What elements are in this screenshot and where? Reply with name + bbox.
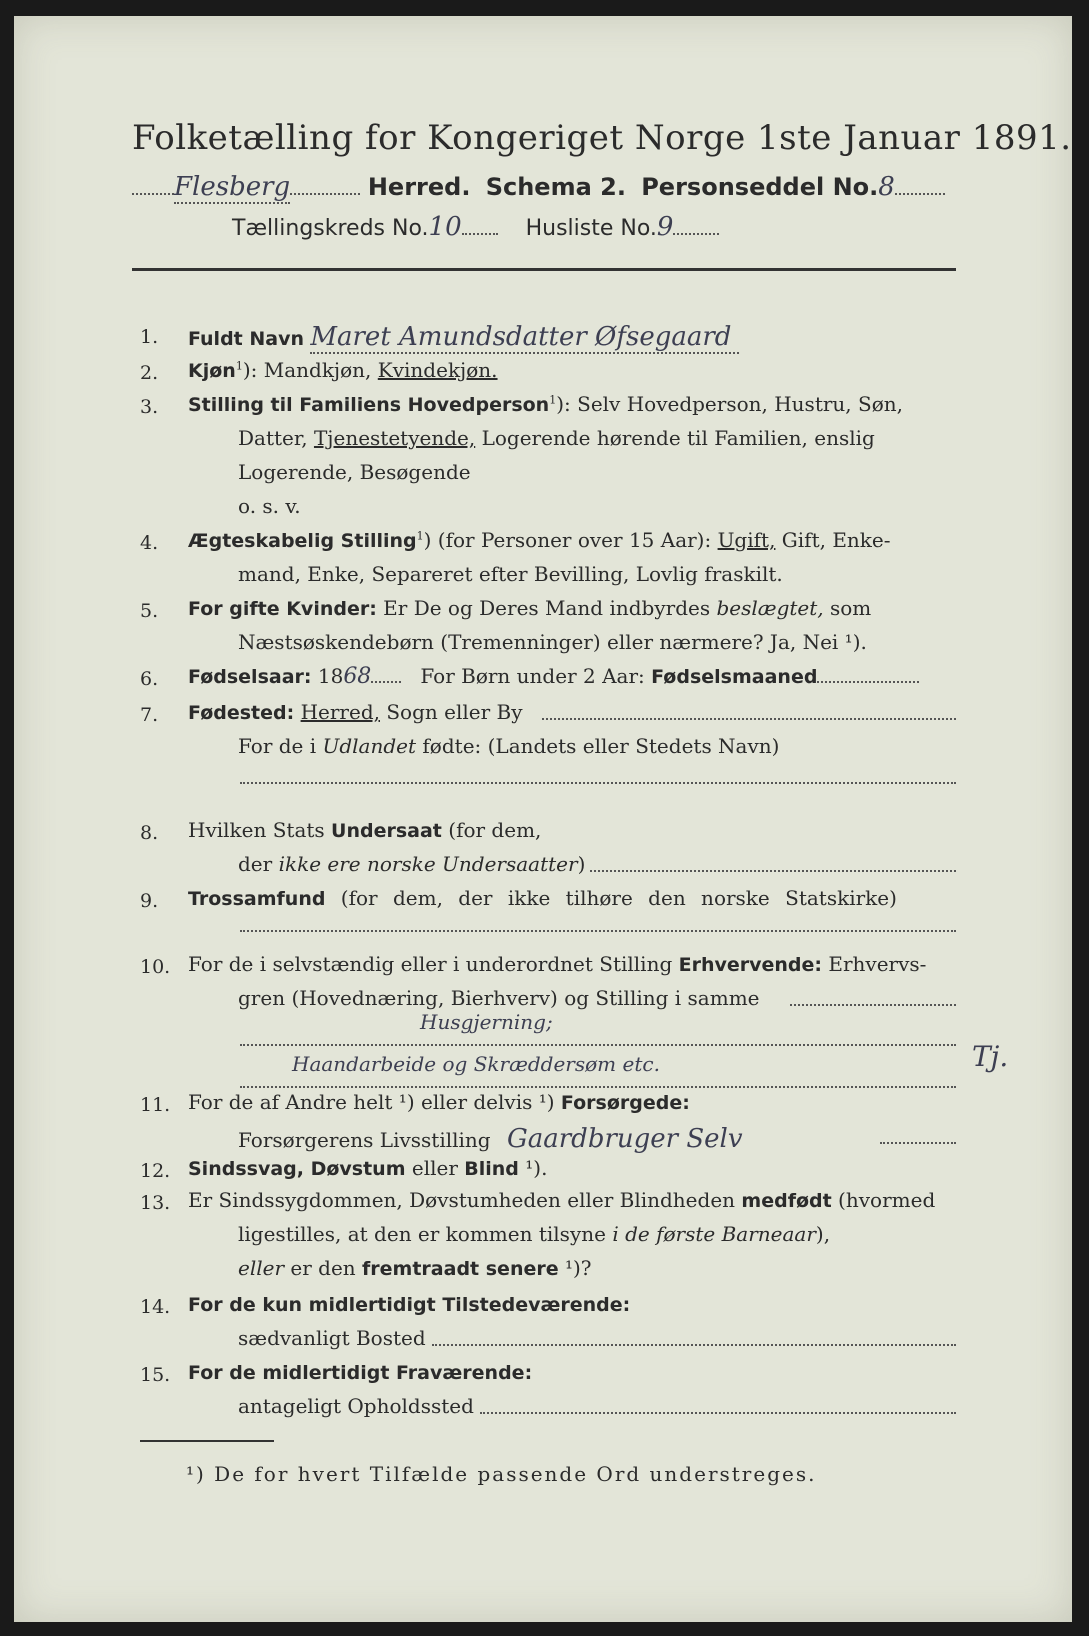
q8-line1 <box>188 818 541 842</box>
q10-line2: gren (Hovednæring, Bierhverv) og Stilling i samme <box>238 986 760 1010</box>
q8-label: Undersaat <box>331 820 442 842</box>
q14-number: 14. <box>140 1296 171 1318</box>
q10-fill-line <box>790 1004 956 1006</box>
q13-label: medfødt <box>741 1190 832 1212</box>
q4-post: Gift, Enke- <box>775 528 891 552</box>
q5-label: gifte Kvinder: <box>229 598 377 620</box>
q10-pre: For de i selvstændig eller i underordnet Stilling <box>188 952 679 976</box>
q8-number: 8. <box>140 822 159 844</box>
q13-line2-pre: ligestilles, at den er kommen tilsyne <box>238 1222 613 1246</box>
q11-line1 <box>188 1090 690 1114</box>
q10-number: 10. <box>140 956 171 978</box>
q4-label: Ægteskabelig Stilling <box>188 530 417 552</box>
q2-label: Kjøn <box>188 360 236 382</box>
q8-italic: ikke ere norske Undersaatter <box>278 852 578 876</box>
q13-number: 13. <box>140 1192 171 1214</box>
q7-number: 7. <box>140 704 159 726</box>
q6-number: 6. <box>140 668 159 690</box>
schema-label: Schema 2. <box>485 173 626 201</box>
q6-year-value: 68 <box>343 664 372 689</box>
q12-line <box>188 1156 547 1180</box>
q7-italic: Udlandet <box>322 734 417 758</box>
q3-line2 <box>238 426 875 450</box>
q13-line2 <box>238 1222 830 1246</box>
q10-text: Erhvervs- <box>822 952 927 976</box>
q12-text: eller <box>405 1156 465 1180</box>
q7-line2 <box>238 734 779 758</box>
kreds-line <box>232 212 719 242</box>
q3-line2-pre: Datter, <box>238 426 314 450</box>
q7-fill-line <box>542 718 956 720</box>
q13-pre: Er Sindssygdommen, Døvstumheden eller Blindheden <box>188 1188 742 1212</box>
q14-line1 <box>188 1292 630 1316</box>
header-divider <box>132 268 956 271</box>
q1-answer: Maret Amundsdatter Øfsegaard <box>310 322 739 354</box>
q3-line3: Logerende, Besøgende <box>238 460 471 484</box>
kreds-label: Tællingskreds No. <box>232 216 429 241</box>
q9-text: (for dem, der ikke tilhøre den norske Statskirke) <box>325 886 897 910</box>
footnote-rule <box>140 1440 274 1442</box>
q5-line1 <box>188 596 871 620</box>
q15-line1 <box>188 1360 532 1384</box>
footnote: ¹) De for hvert Tilfælde passende Ord understreges. <box>186 1462 817 1486</box>
q6-label2: Fødselsmaaned <box>651 666 818 688</box>
q11-number: 11. <box>140 1094 171 1116</box>
q11-line2 <box>238 1124 743 1154</box>
q13-line3-pre: er den <box>284 1256 363 1280</box>
q3-line4: o. s. v. <box>238 494 301 518</box>
q3-underlined: Tjenestetyende, <box>313 426 476 450</box>
q7-label: Fødested: <box>188 702 295 724</box>
q5-number: 5. <box>140 600 159 622</box>
q3-line2-post: Logerende hørende til Familien, enslig <box>475 426 875 450</box>
q14-line2: sædvanligt Bosted <box>238 1326 426 1350</box>
q3-line1 <box>188 392 918 416</box>
q7-line1 <box>188 700 523 724</box>
q10-label: Erhvervende: <box>678 954 823 976</box>
page-title: Folketælling for Kongeriget Norge 1ste Januar 1891. <box>132 118 1072 158</box>
q5-line2: Næstsøskendebørn (Tremenninger) eller nærmere? Ja, Nei ¹). <box>238 630 867 654</box>
q15-pre: For de <box>188 1362 263 1384</box>
q10-margin-mark: Tj. <box>972 1040 1009 1073</box>
q12-label: Sindssvag, Døvstum <box>188 1158 406 1180</box>
q13-line3-post: ¹)? <box>558 1256 592 1280</box>
q12-label2: Blind <box>464 1158 519 1180</box>
personseddel-label: Personseddel No. <box>641 173 879 201</box>
husliste-label: Husliste No. <box>525 216 657 241</box>
q14-pre: For de kun <box>188 1294 309 1316</box>
herred-value: Flesberg <box>174 172 291 202</box>
herred-label: Herred. <box>367 173 471 201</box>
q11-label: Forsørgede: <box>560 1092 690 1114</box>
q5-text: Er De og Deres Mand indbyrdes <box>376 596 717 620</box>
q4-underlined: Ugift, <box>717 528 776 552</box>
q10-line1 <box>188 952 926 976</box>
herred-line <box>132 172 945 202</box>
q8-line2-post: ) <box>577 852 586 876</box>
q8-line2-pre: der <box>238 852 279 876</box>
q12-post: ¹). <box>518 1156 548 1180</box>
q2-sup: 1 <box>235 359 243 373</box>
q15-fill-line <box>480 1412 956 1414</box>
q7-line2-pre: For de i <box>238 734 323 758</box>
q6-label: Fødselsaar: <box>188 666 312 688</box>
q4-line1 <box>188 528 891 552</box>
q13-text: (hvormed <box>831 1188 936 1212</box>
q8-text: (for dem, <box>441 818 542 842</box>
q4-number: 4. <box>140 532 159 554</box>
q4-text: ) (for Personer over 15 Aar): <box>423 528 718 552</box>
q3-label: Stilling til Familiens Hovedperson <box>188 394 550 416</box>
q3-text: ): Selv Hovedperson, Hustru, Søn, <box>556 392 903 416</box>
q9-fill-line <box>240 930 956 932</box>
q7-underlined: Herred, <box>300 700 380 724</box>
q10-answer1: Husgjerning; <box>420 1010 553 1034</box>
personseddel-value: 8 <box>878 172 895 202</box>
q2-number: 2. <box>140 362 159 384</box>
q7-text: Sogn eller By <box>380 700 523 724</box>
kreds-value: 10 <box>428 212 462 242</box>
q5-pre: For <box>188 598 230 620</box>
q7-line2-post: fødte: (Landets eller Stedets Navn) <box>416 734 780 758</box>
q13-line3 <box>238 1256 592 1280</box>
q11-line2-text: Forsørgerens Livsstilling <box>238 1128 491 1152</box>
q13-line3-bold: fremtraadt senere <box>362 1258 559 1280</box>
q8-line2 <box>238 852 585 876</box>
q3-number: 3. <box>140 396 159 418</box>
q15-number: 15. <box>140 1364 171 1386</box>
q2-text: ): Mandkjøn, <box>242 358 378 382</box>
husliste-value: 9 <box>656 212 674 242</box>
q2-line <box>188 358 498 382</box>
q5-post: som <box>823 596 872 620</box>
q5-italic: beslægtet, <box>716 596 824 620</box>
q14-fill-line <box>432 1344 956 1346</box>
q3-sup: 1 <box>549 393 557 407</box>
q13-line2-post: ), <box>815 1222 831 1246</box>
q7-fill-line2 <box>240 782 956 784</box>
q11-pre: For de af Andre helt ¹) eller delvis ¹) <box>188 1090 561 1114</box>
q6-text: For Børn under 2 Aar: <box>420 664 652 688</box>
q2-underlined: Kvindekjøn. <box>377 358 498 382</box>
q6-line <box>188 664 919 689</box>
q8-pre: Hvilken Stats <box>188 818 332 842</box>
q13-line1 <box>188 1188 935 1212</box>
q13-line3-italic: eller <box>238 1256 285 1280</box>
q6-year-prefix: 18 <box>311 664 344 688</box>
q1-label: Fuldt Navn <box>188 328 305 350</box>
q1-line <box>188 322 739 352</box>
q14-label: midlertidigt Tilstedeværende: <box>308 1294 631 1316</box>
q13-italic: i de første Barneaar <box>612 1222 816 1246</box>
q8-fill-line <box>590 870 956 872</box>
q9-line <box>188 886 958 910</box>
q4-line2: mand, Enke, Separeret efter Bevilling, Lovlig fraskilt. <box>238 562 783 586</box>
q15-line2: antageligt Opholdssted <box>238 1394 474 1418</box>
q9-number: 9. <box>140 890 159 912</box>
q15-label: midlertidigt Fraværende: <box>262 1362 533 1384</box>
q1-number: 1. <box>140 326 159 348</box>
q9-label: Trossamfund <box>188 888 326 910</box>
q4-sup: 1 <box>416 529 424 543</box>
q10-answer-line1 <box>240 1044 956 1046</box>
q10-answer-line2 <box>240 1086 956 1088</box>
q11-fill-line <box>880 1142 956 1144</box>
q11-answer: Gaardbruger Selv <box>506 1124 743 1154</box>
q10-answer2: Haandarbeide og Skræddersøm etc. <box>292 1052 660 1076</box>
q12-number: 12. <box>140 1160 171 1182</box>
